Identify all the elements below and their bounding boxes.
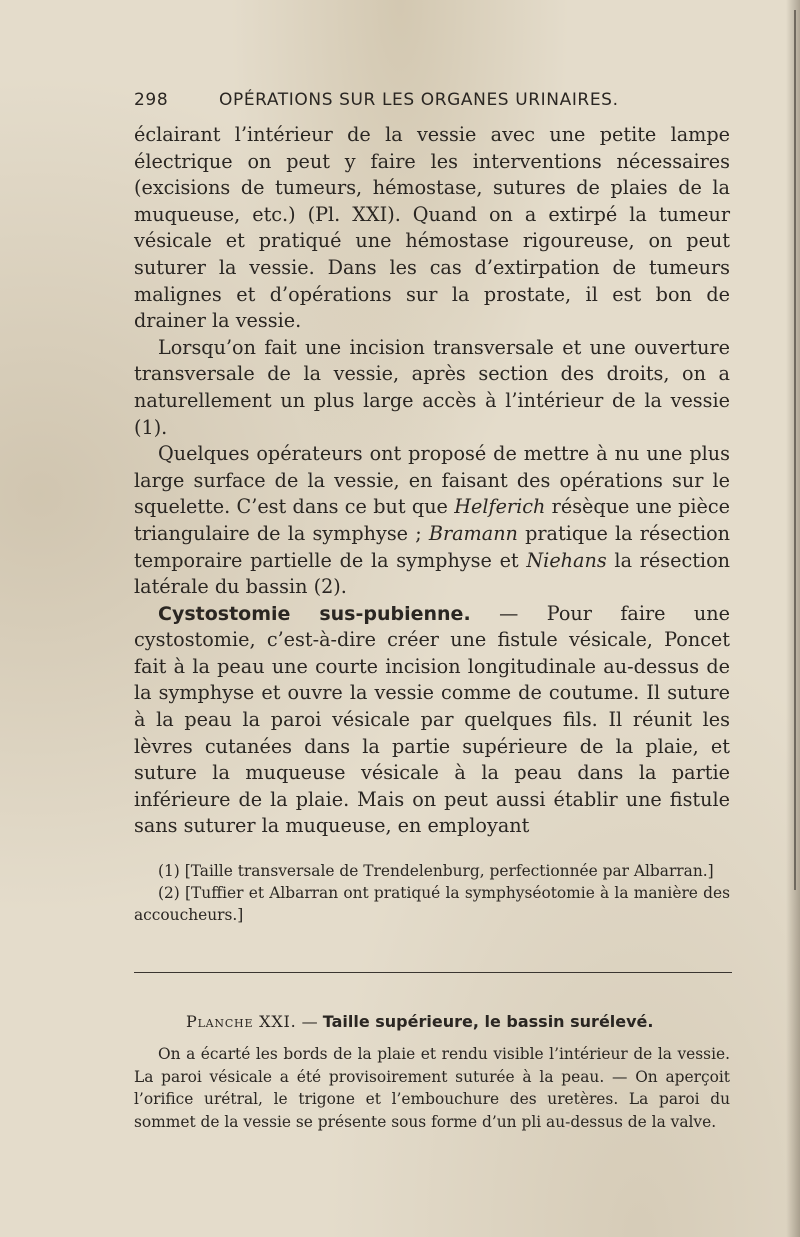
page-header [134,90,734,110]
body-text [134,122,730,840]
page-number: 298 [134,90,169,110]
paragraph-3 [134,441,730,601]
paragraph-3-text-c: pratique la résection temporaire partielle de la symphyse et [134,521,730,572]
paragraph-3-text-a: Quelques opérateurs ont proposé de mettre à nu une plus large surface de la vessie, en faisant des opérations sur le squelette. C’est dans ce but que [134,442,730,519]
footnote-1: (1) [Taille transversale de Trendelenburg, perfectionnée par Albarran.] [158,862,714,880]
paragraph-3-text-d: la résection latérale du bassin (2). [134,548,730,599]
plate-heading: Taille supérieure, le bassin surélevé. [322,1012,654,1031]
section-heading-cystostomie: Cystostomie sus-pubienne. [158,602,471,625]
surgeon-name-bramann: Bramann [428,521,518,545]
plate-title [186,1011,732,1033]
running-title: OPÉRATIONS SUR LES ORGANES URINAIRES. [219,90,619,110]
surgeon-name-niehans: Niehans [526,548,607,572]
paragraph-2: Lorsqu’on fait une incision transversale et une ouverture transversale de la vessie, après section des droits, on a naturellement un plus large accès à l’intérieur de la vessie (1). [134,335,730,439]
surgeon-name-helferich: Helferich [454,495,546,519]
footnotes [134,860,730,926]
plate-label: Planche XXI. [186,1012,297,1031]
paragraph-4-text: — Pour faire une cystostomie, c’est-à-dire créer une fistule vésicale, Poncet fait à la peau une courte incision longitudinale au-dessus de la symphyse et ouvre la vessie comme de coutume. Il suture à la peau la paroi vésicale par quelques fils. Il réunit les lèvres cutanées dans la partie supérieure de la plaie, et suture la muqueuse vésicale à la peau dans la partie inférieure de la plaie. Mais on peut aussi établir une fistule sans suturer la muqueuse, en employant [134,601,731,838]
paragraph-3-text-b: résèque une pièce triangulaire de la symphyse ; [134,495,731,545]
plate-caption-text: On a écarté les bords de la plaie et rendu visible l’intérieur de la vessie. La paroi vésicale a été provisoirement suturée à la peau. — On aperçoit l’orifice urétral, le trigone et l’embouchure des uretères. La paroi du sommet de la vessie se présente sous forme d’un pli au-dessus de la valve. [134,1045,730,1131]
footnote-2: (2) [Tuffier et Albarran ont pratiqué la symphyséotomie à la manière des accoucheurs.] [134,884,730,924]
section-divider [134,972,732,973]
plate-dash: — [296,1012,323,1031]
page-edge-line [794,10,796,890]
paragraph-4 [134,601,730,840]
plate-caption [134,1043,730,1133]
paragraph-1: éclairant l’intérieur de la vessie avec une petite lampe électrique on peut y faire les interventions nécessaires (excisions de tumeurs, hémostase, sutures de plaies de la muqueuse, etc.) (Pl. XXI). Quand on a extirpé la tumeur vésicale et pratiqué une hémostase rigoureuse, on peut suturer la vessie. Dans les cas d’extirpation de tumeurs malignes et d’opérations sur la prostate, il est bon de drainer la vessie. [134,123,730,333]
page-edge-shadow [786,0,800,1237]
